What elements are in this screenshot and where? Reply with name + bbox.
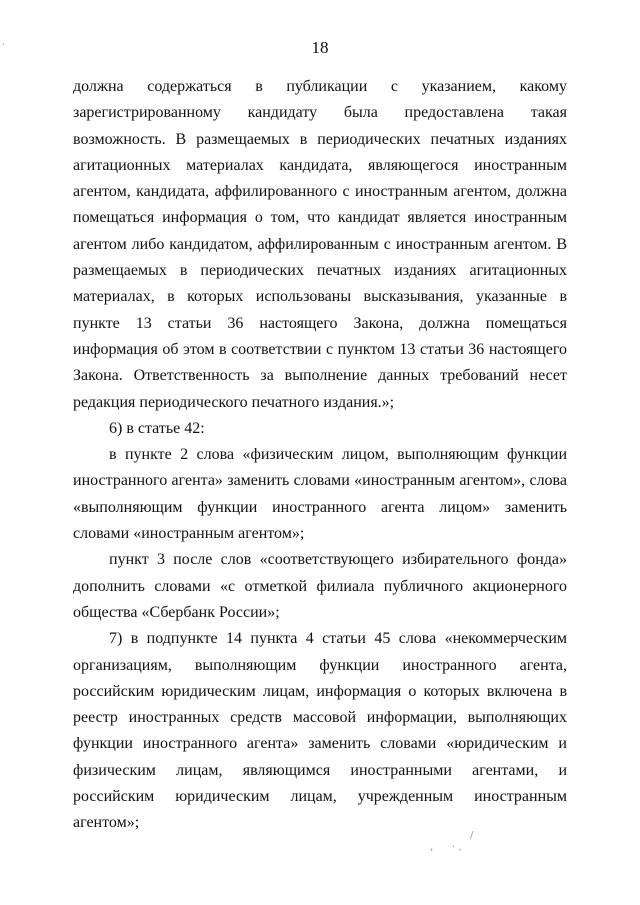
- scan-mark: ·: [2, 40, 6, 51]
- paragraph-item-6: 6) в статье 42:: [109, 419, 205, 437]
- paragraph-item-6-point-2: в пункте 2 слова «физическим лицом, выполняющим функции иностранного агента» заменить словами «иностранным агентом», слова «выполняющим функции иностранного агента лицом» заменить словами «иностранным агентом»;: [73, 446, 567, 543]
- page-number: 18: [311, 38, 329, 57]
- scan-mark: · ,: [452, 842, 462, 853]
- scan-mark: ,: [430, 842, 434, 853]
- paragraph-item-6-point-3: пункт 3 после слов «соответствующего избирательного фонда» дополнить словами «с отметкой филиала публичного акционерного общества «Сбербанк России»;: [73, 551, 567, 621]
- paragraph-item-7: 7) в подпункте 14 пункта 4 статьи 45 слова «некоммерческим организациям, выполняющим функции иностранного агента, российским юридическим лицам, информация о которых включена в реестр иностранных средств массовой информации, выполняющих функции иностранного агента» заменить словами «юридическим и физическим лицам, являющимся иностранными агентами, и российским юридическим лицам, учрежденным иностранным агентом»;: [73, 630, 567, 832]
- document-body: [73, 74, 567, 837]
- scan-mark: /: [470, 830, 474, 841]
- paragraph-continuation: должна содержаться в публикации с указанием, какому зарегистрированному кандидату была предоставлена такая возможность. В размещаемых в периодических печатных изданиях агитационных материалах кандидата, являющегося иностранным агентом, кандидата, аффилированного с иностранным агентом, должна помещаться информация о том, что кандидат является иностранным агентом либо кандидатом, аффилированным с иностранным агентом. В размещаемых в периодических печатных изданиях агитационных материалах, в которых использованы высказывания, указанные в пункте 13 статьи 36 настоящего Закона, должна помещаться информация об этом в соответствии с пунктом 13 статьи 36 настоящего Закона. Ответственность за выполнение данных требований несет редакция периодического печатного издания.»;: [73, 78, 567, 411]
